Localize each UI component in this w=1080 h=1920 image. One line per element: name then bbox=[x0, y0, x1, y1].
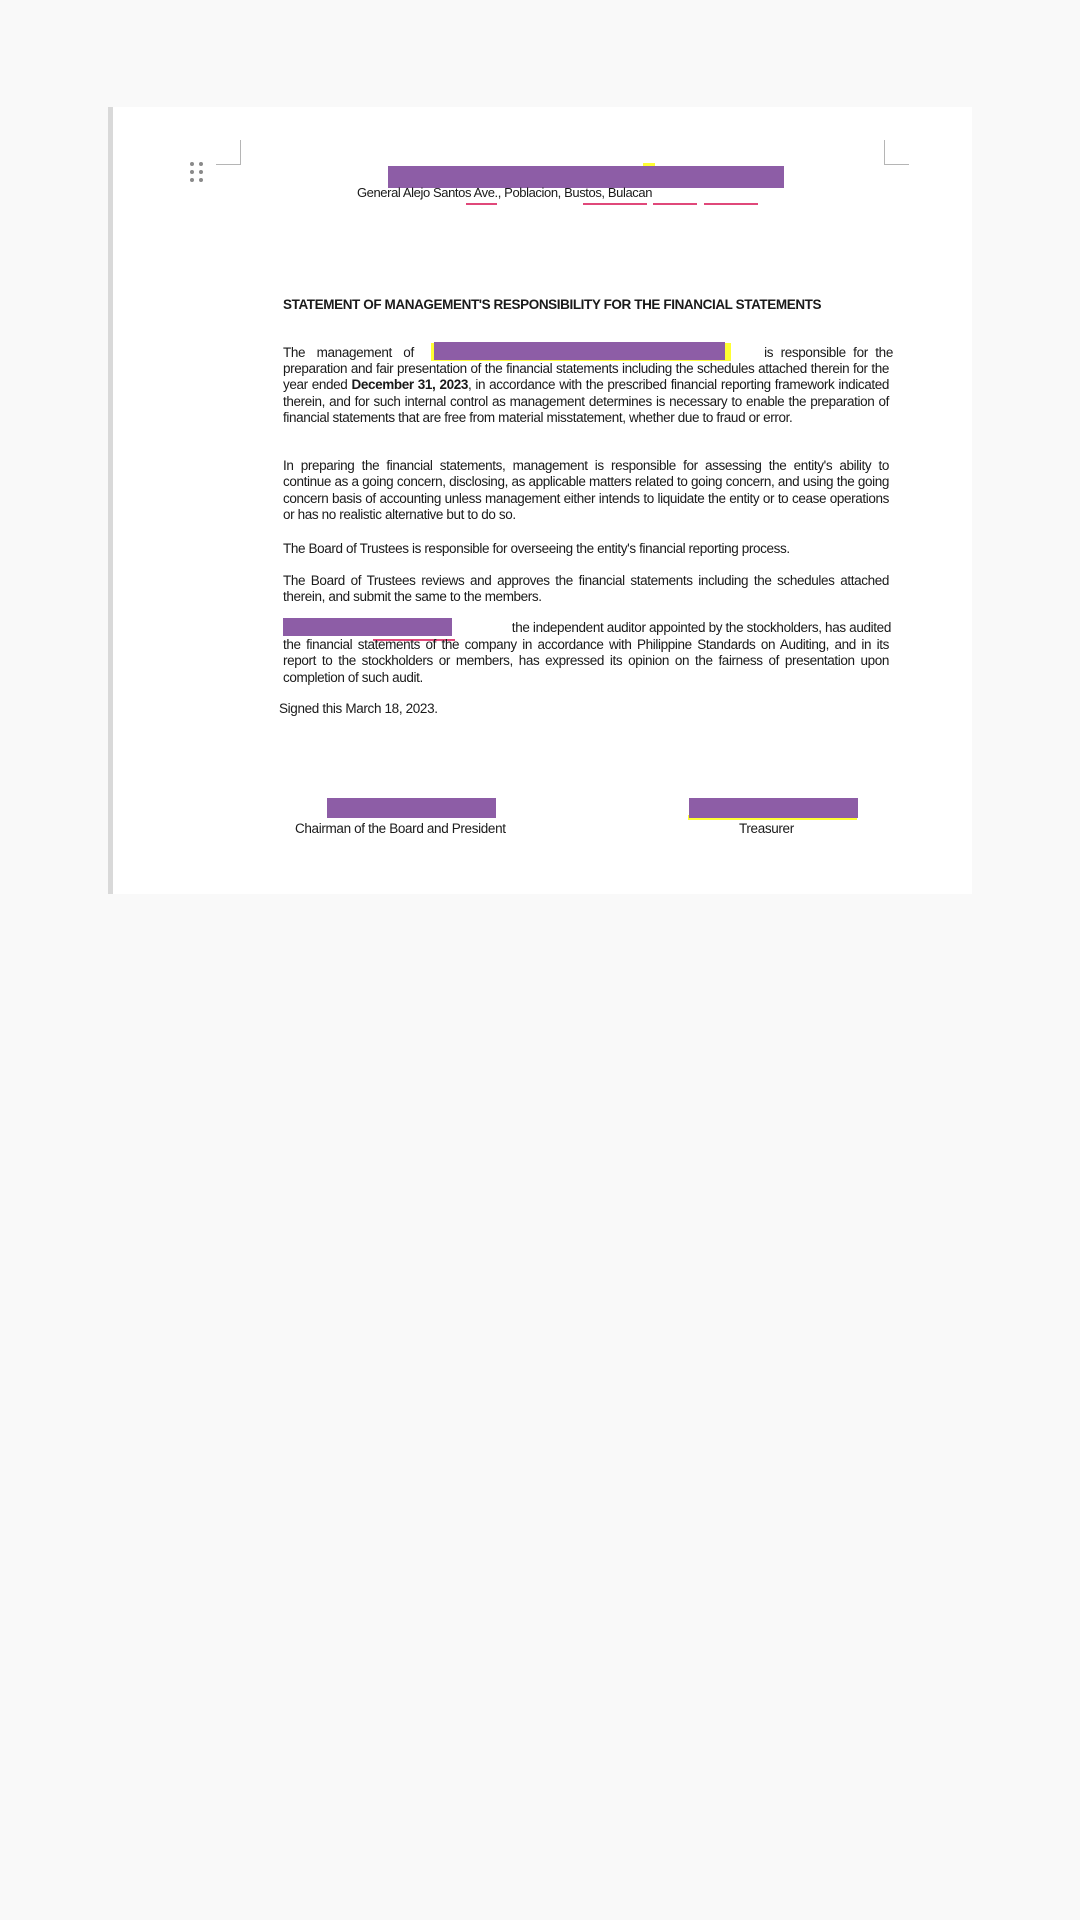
spellcheck-underline bbox=[466, 203, 497, 205]
drag-handle-icon[interactable] bbox=[190, 162, 204, 186]
redacted-treasurer-name bbox=[689, 798, 858, 818]
margin-corner-marker-left bbox=[216, 140, 241, 165]
margin-corner-marker-right bbox=[884, 140, 909, 165]
redacted-auditor-name bbox=[283, 618, 452, 636]
paragraph-1 bbox=[283, 361, 889, 426]
redacted-chairman-name bbox=[327, 798, 496, 818]
paragraph-1-tail: is responsible for the bbox=[764, 345, 893, 360]
statement-title: STATEMENT OF MANAGEMENT'S RESPONSIBILITY FOR THE FINANCIAL STATEMENTS bbox=[283, 297, 822, 312]
redacted-entity-name bbox=[434, 342, 725, 360]
paragraph-4: The Board of Trustees reviews and approves the financial statements including the schedules attached therein, and submit the same to the members. bbox=[283, 573, 889, 605]
document-page bbox=[108, 107, 972, 894]
chairman-title: Chairman of the Board and President bbox=[295, 821, 506, 836]
treasurer-title: Treasurer bbox=[739, 821, 794, 836]
spellcheck-underline bbox=[704, 203, 758, 205]
spellcheck-underline bbox=[653, 203, 697, 205]
paragraph-2: In preparing the financial statements, management is responsible for assessing the entity's ability to continue as a going concern, disclosing, as applicable matters related to going concern, and using the going concern basis of accounting unless management either intends to liquidate the entity or to cease operations or has no realistic alternative but to do so. bbox=[283, 458, 889, 522]
signed-date: Signed this March 18, 2023. bbox=[279, 701, 438, 716]
paragraph-5-tail: the independent auditor appointed by the stockholders, has audited bbox=[511, 620, 891, 635]
spellcheck-underline bbox=[583, 203, 647, 205]
paragraph-3: The Board of Trustees is responsible for overseeing the entity's financial reporting process. bbox=[283, 541, 790, 556]
paragraph-1-body-b: , in accordance with the prescribed financial reporting framework indicated therein, and for such internal control as management determines is necessary to enable the preparation of financial statements that are free from material misstatement, whether due to fraud or error. bbox=[283, 377, 890, 425]
company-address: General Alejo Santos Ave., Poblacion, Bustos, Bulacan bbox=[356, 185, 653, 200]
paragraph-1-lead: The management of bbox=[283, 345, 414, 360]
year-end-date: December 31, 2023 bbox=[351, 377, 468, 393]
paragraph-1-body-a: preparation and fair presentation of the financial statements including the schedules attached therein for the year ended bbox=[283, 361, 889, 393]
paragraph-5: the financial statements of the company in accordance with Philippine Standards on Auditing, and in its report to the stockholders or members, has expressed its opinion on the fairness of presentation upon completion of such audit. bbox=[283, 637, 889, 685]
